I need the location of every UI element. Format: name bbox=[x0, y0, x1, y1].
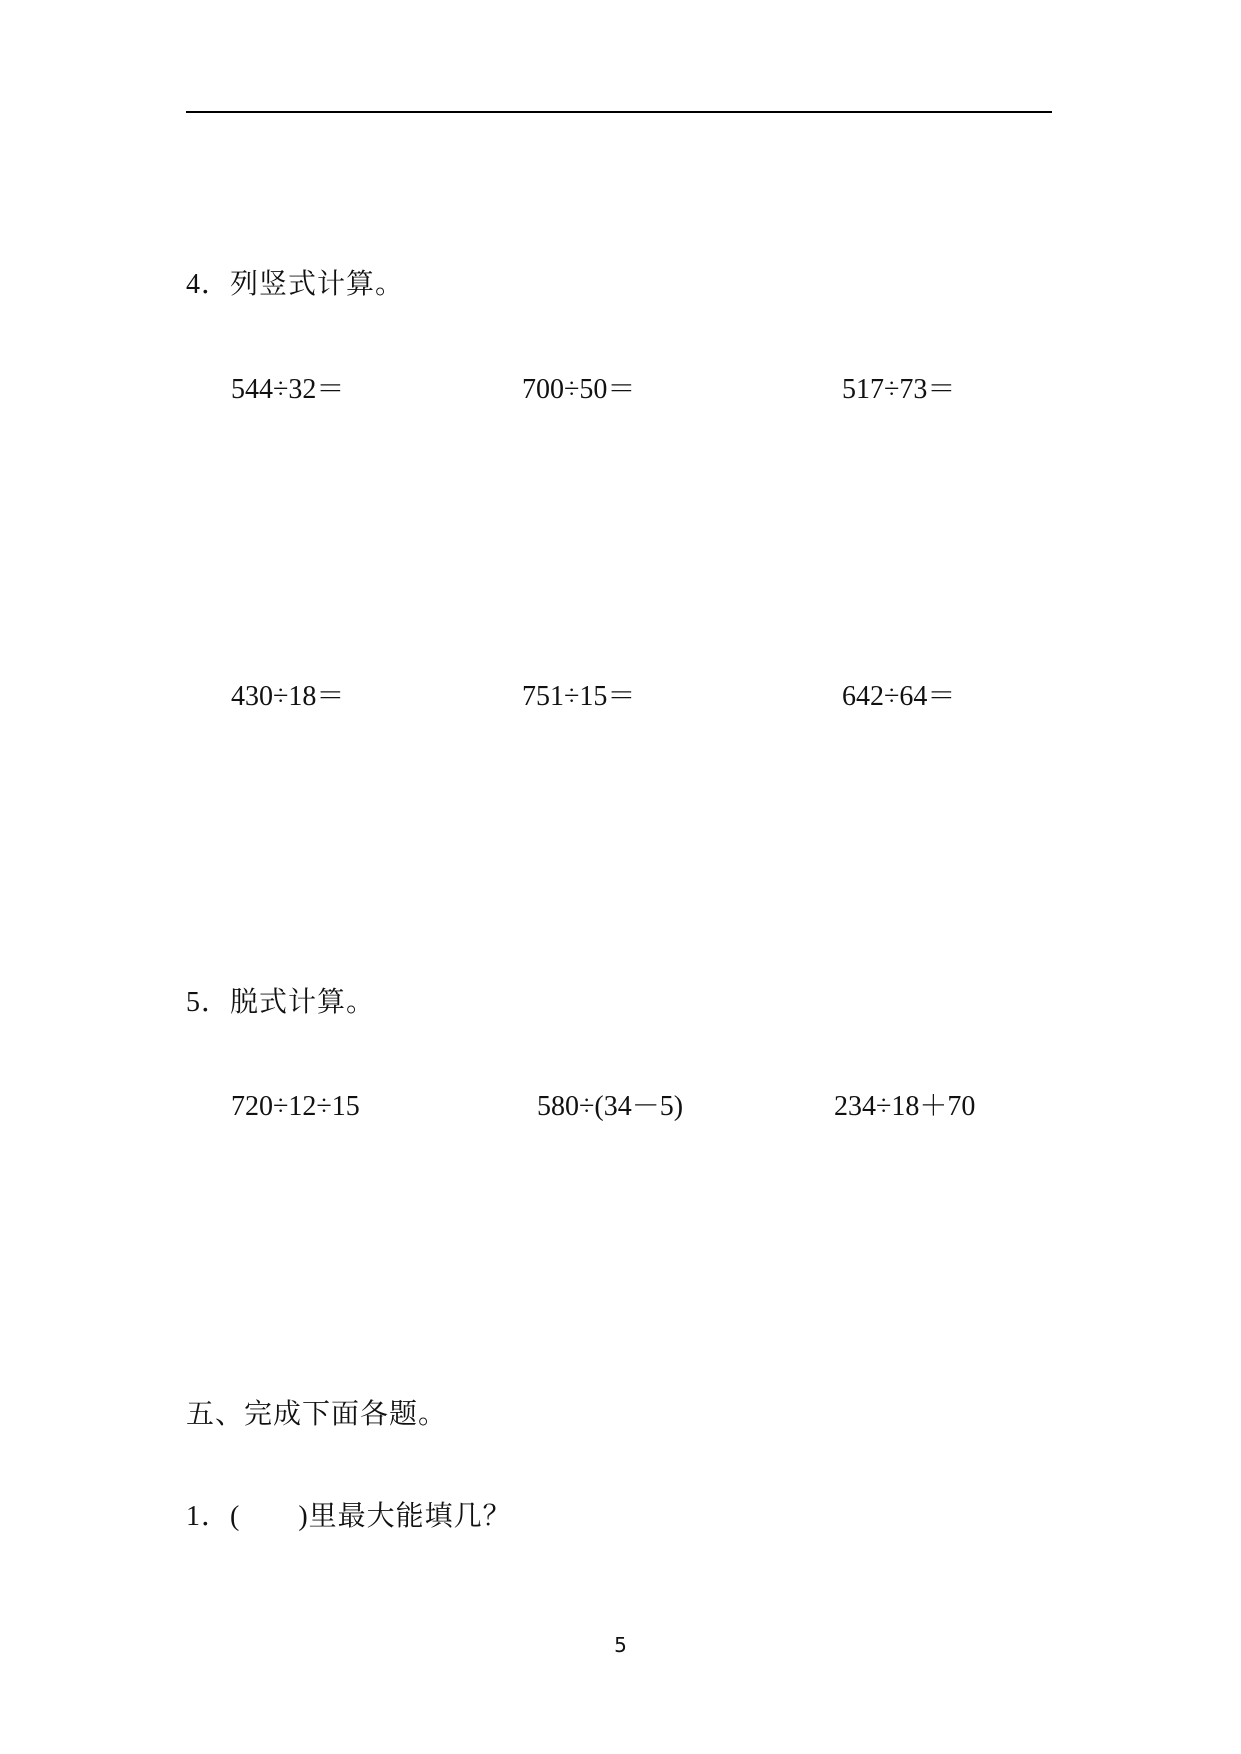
vertical-calc-6: 642÷64＝ bbox=[842, 681, 956, 712]
part-5-heading: 五、完成下面各题。 bbox=[186, 1399, 448, 1430]
section-5-heading: 5．脱式计算。 bbox=[186, 987, 376, 1018]
vertical-calc-3: 517÷73＝ bbox=[842, 374, 956, 405]
question-1: 1．( )里最大能填几？ bbox=[186, 1501, 512, 1532]
vertical-calc-5: 751÷15＝ bbox=[522, 681, 636, 712]
vertical-calc-4: 430÷18＝ bbox=[231, 681, 345, 712]
header-rule bbox=[186, 111, 1052, 113]
vertical-calc-2: 700÷50＝ bbox=[522, 374, 636, 405]
page-number: 5 bbox=[614, 1633, 627, 1657]
section-4-heading: 4．列竖式计算。 bbox=[186, 269, 405, 300]
stepwise-calc-1: 720÷12÷15 bbox=[231, 1091, 360, 1122]
vertical-calc-1: 544÷32＝ bbox=[231, 374, 345, 405]
stepwise-calc-2: 580÷(34－5) bbox=[537, 1091, 684, 1122]
stepwise-calc-3: 234÷18＋70 bbox=[834, 1091, 976, 1122]
